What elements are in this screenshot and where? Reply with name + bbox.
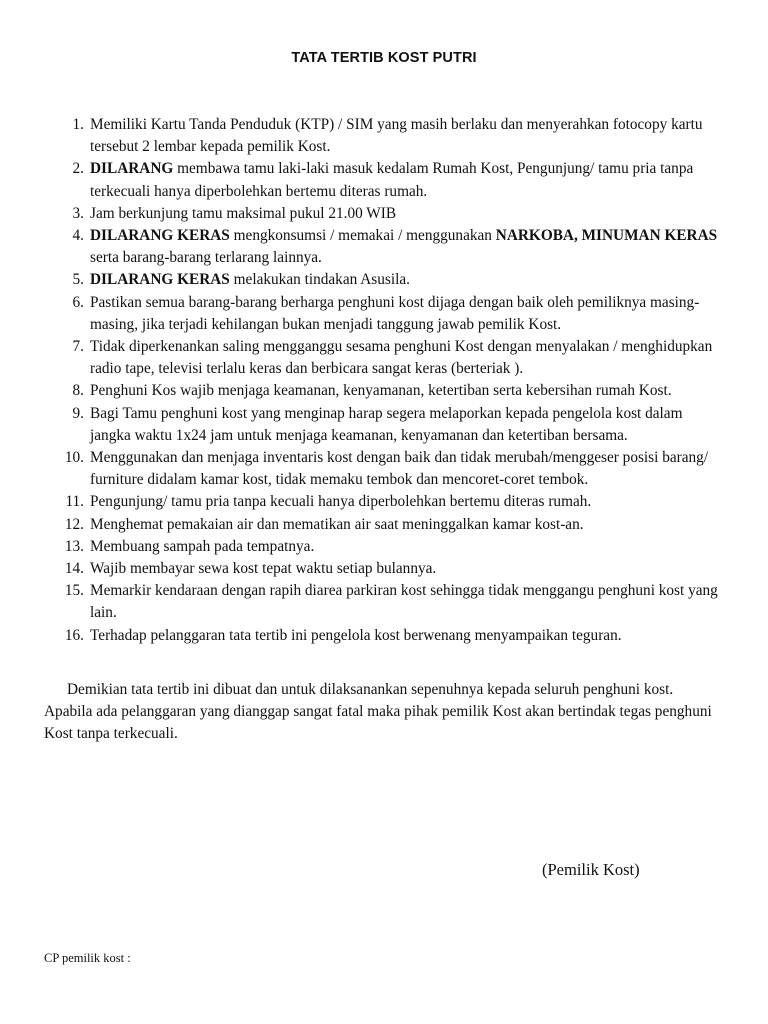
rule-item	[44, 514, 724, 536]
rule-item	[44, 269, 724, 291]
rule-number: 6.	[72, 293, 84, 311]
rule-text: Terhadap pelanggaran tata tertib ini pengelola kost berwenang menyampaikan teguran.	[90, 626, 622, 644]
rule-item	[44, 203, 724, 225]
rule-number: 16.	[64, 626, 84, 644]
rule-number: 13.	[64, 537, 84, 555]
rule-text: Memarkir kendaraan dengan rapih diarea parkiran kost sehingga tidak menggangu penghuni kost yang lain.	[90, 582, 718, 622]
document-title: TATA TERTIB KOST PUTRI	[291, 50, 477, 66]
rule-emphasis-text: DILARANG	[90, 160, 174, 178]
rule-text: mengkonsumsi / memakai / menggunakan	[229, 227, 496, 245]
rule-item	[44, 225, 724, 269]
contact-label: CP pemilik kost :	[44, 951, 131, 965]
rule-item	[44, 536, 724, 558]
rule-number: 1.	[72, 116, 84, 133]
rules-list	[44, 114, 724, 647]
rule-number: 11.	[65, 493, 84, 511]
rule-number: 15.	[64, 582, 84, 600]
rule-item	[44, 158, 724, 202]
rule-number: 5.	[72, 271, 84, 289]
closing-paragraph: Demikian tata tertib ini dibuat dan untuk dilaksanankan sepenuhnya kepada seluruh penghuni kost. Apabila ada pelanggaran yang dianggap sangat fatal maka pihak pemilik Kost akan bertindak tegas penghuni Kost tanpa terkecuali.	[44, 681, 712, 743]
rule-item	[44, 447, 724, 491]
rule-text: membawa tamu laki-laki masuk kedalam Rumah Kost, Pengunjung/ tamu pria tanpa terkecuali hanya diperbolehkan bertemu diteras rumah.	[90, 160, 694, 200]
rule-text: melakukan tindakan Asusila.	[229, 271, 410, 289]
rule-number: 14.	[64, 560, 84, 578]
rule-text: Menggunakan dan menjaga inventaris kost dengan baik dan tidak merubah/menggeser posisi barang/ furniture didalam kamar kost, tidak memaku tembok dan mencoret-coret tembok.	[90, 449, 709, 489]
rule-number: 4.	[72, 227, 84, 245]
rule-text: Penghuni Kos wajib menjaga keamanan, kenyamanan, ketertiban serta kebersihan rumah Kost.	[90, 382, 672, 400]
rule-item	[44, 336, 724, 380]
rule-emphasis-text: NARKOBA, MINUMAN KERAS	[495, 227, 718, 245]
rule-item	[44, 558, 724, 580]
rule-item	[44, 625, 724, 647]
rule-number: 9.	[72, 404, 84, 422]
rule-number: 3.	[72, 204, 84, 222]
rule-number: 10.	[64, 449, 84, 467]
rule-number: 8.	[72, 382, 84, 400]
rule-text: Jam berkunjung tamu maksimal pukul 21.00 WIB	[90, 204, 397, 222]
rule-text: Menghemat pemakaian air dan mematikan air saat meninggalkan kamar kost-an.	[90, 515, 584, 533]
rule-item	[44, 403, 724, 447]
rule-text: Bagi Tamu penghuni kost yang menginap harap segera melaporkan kepada pengelola kost dalam jangka waktu 1x24 jam untuk menjaga keamanan, kenyamanan dan ketertiban bersama.	[90, 404, 683, 444]
rule-text: Pastikan semua barang-barang berharga penghuni kost dijaga dengan baik oleh pemiliknya masing-masing, jika terjadi kehilangan bukan menjadi tanggung jawab pemilik Kost.	[90, 293, 700, 333]
rule-emphasis-text: DILARANG KERAS	[90, 271, 230, 289]
signature-label: (Pemilik Kost)	[542, 860, 640, 879]
rule-text: Wajib membayar sewa kost tepat waktu setiap bulannya.	[90, 560, 437, 578]
rule-item	[44, 380, 724, 402]
rule-number: 12.	[64, 515, 84, 533]
rule-number: 7.	[72, 338, 84, 356]
rule-text: Tidak diperkenankan saling mengganggu sesama penghuni Kost dengan menyalakan / menghidupkan radio tape, televisi terlalu keras dan berbicara sangat keras (berteriak ).	[90, 338, 713, 378]
rule-text: Membuang sampah pada tempatnya.	[90, 537, 315, 555]
rule-item	[44, 114, 724, 158]
rule-emphasis-text: DILARANG KERAS	[90, 227, 230, 245]
rule-item	[44, 580, 724, 624]
rule-item	[44, 491, 724, 513]
rule-number: 2.	[72, 160, 84, 178]
rule-text: Memiliki Kartu Tanda Penduduk (KTP) / SIM yang masih berlaku dan menyerahkan fotocopy kartu tersebut 2 lembar kepada pemilik Kost.	[90, 116, 703, 156]
rule-item	[44, 292, 724, 336]
rule-text: serta barang-barang terlarang lainnya.	[90, 249, 322, 267]
rule-text: Pengunjung/ tamu pria tanpa kecuali hanya diperbolehkan bertemu diteras rumah.	[90, 493, 592, 511]
